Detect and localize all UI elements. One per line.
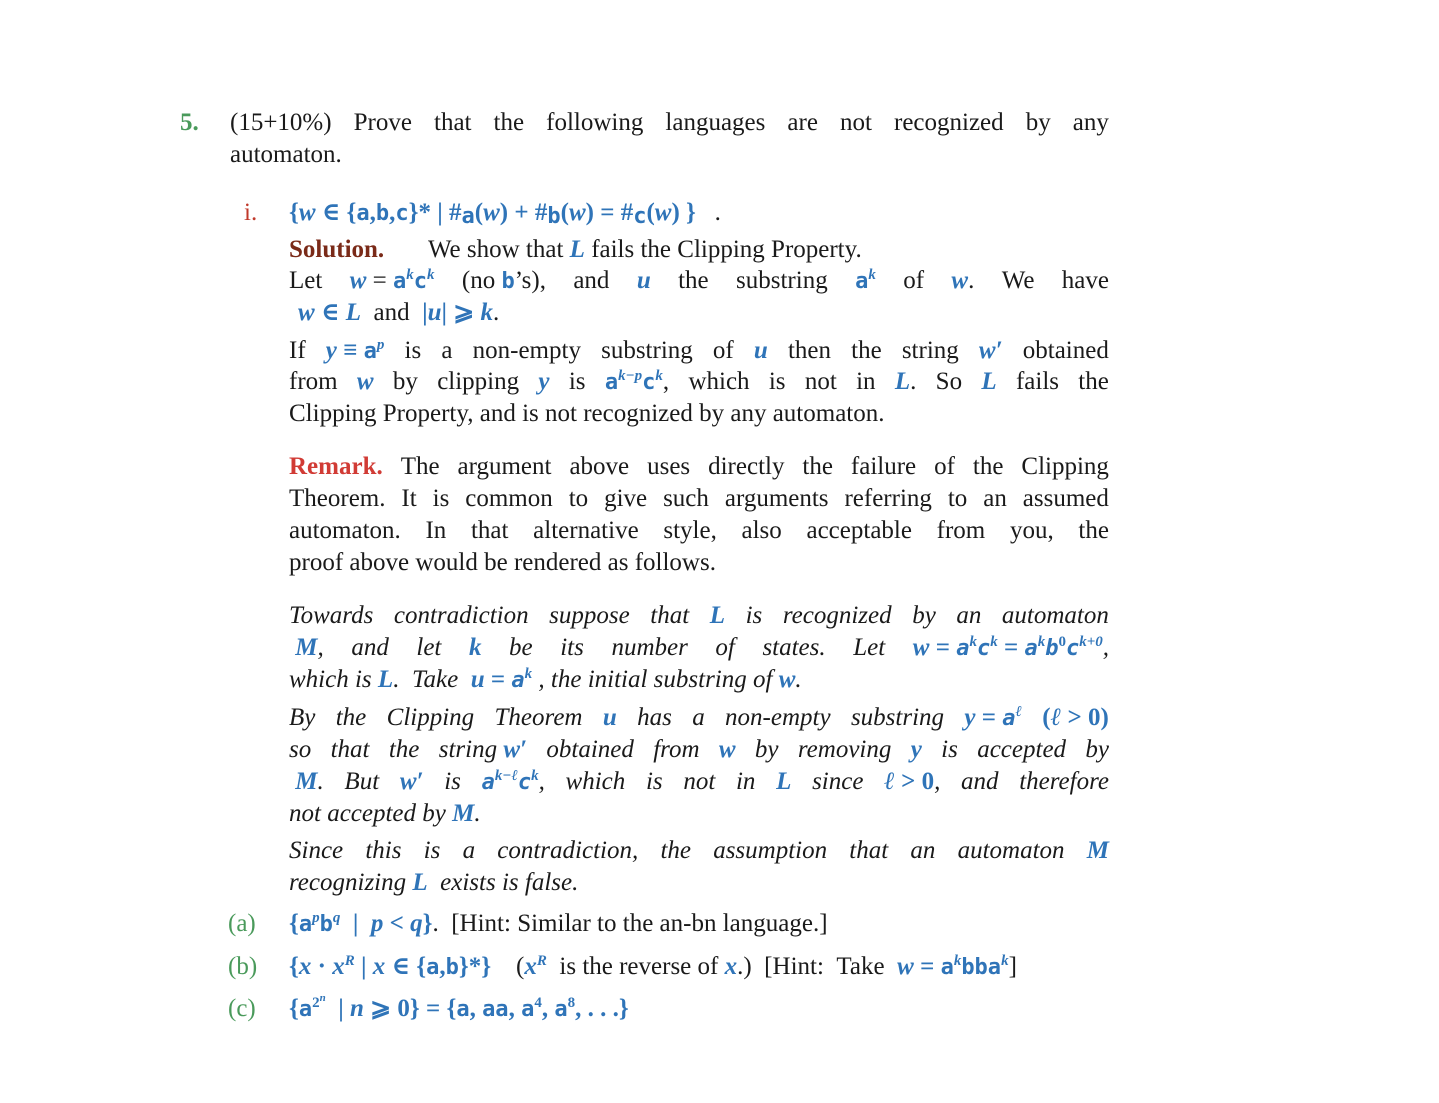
remark-label: Remark. <box>289 453 383 480</box>
solution-line-5: from w by clipping y is $a^{k-p}c^k$, which is not in L. So L fails the <box>289 368 1109 395</box>
remark-line-3: automaton. In that alternative style, also acceptable from you, the <box>289 517 1109 544</box>
problem-statement-line2: automaton. <box>230 141 342 168</box>
alt-proof-line-8: Since this is a contradiction, the assumption that an automaton M <box>289 837 1109 864</box>
remark-line-1: Remark. The argument above uses directly the failure of the Clipping <box>289 453 1109 480</box>
part-b-label: (b) <box>228 953 258 980</box>
part-i-language: {w ∈ {a,b,c}* | $\#_a(w)$ + $\#_b(w)$ = $\#_c(w)$ } . <box>289 199 721 229</box>
alt-proof-line-5: so that the string w′ obtained from w by removing y is accepted by <box>289 736 1109 763</box>
part-c-label: (c) <box>228 995 256 1022</box>
alt-proof-line-1: Towards contradiction suppose that L is recognized by an automaton <box>289 602 1109 629</box>
part-c-language: {$a^{2^n}$ | n ⩾ 0} = {a, aa, $a^4$, $a^8$, . . .} <box>289 992 629 1022</box>
alt-proof-line-9: recognizing L exists is false. <box>289 869 579 896</box>
solution-line-2: Let $w = a^kc^k$ (no b’s), and u the substring $a^k$ of w. We have <box>289 267 1109 294</box>
alt-proof-line-7: not accepted by M. <box>289 800 481 827</box>
problem-statement-line1: (15+10%) Prove that the following languages are not recognized by any <box>230 109 1109 136</box>
solution-line-6: Clipping Property, and is not recognized by any automaton. <box>289 400 885 427</box>
problem-weight: (15+10%) <box>230 109 332 136</box>
part-a-hint: [Hint: Similar to the an-bn language.] <box>451 910 828 937</box>
part-b-language: {$x \cdot x^R$ | x ∈ {a,b}*} ($x^R$ is the reverse of x.) [Hint: Take $w = a^kbba^k$] <box>289 953 1017 980</box>
solution-label: Solution. <box>289 236 385 263</box>
solution-line-4: If $y \equiv a^p$ is a non-empty substring of u then the string w′ obtained <box>289 337 1109 364</box>
part-i-label: i. <box>244 199 258 226</box>
remark-line-4: proof above would be rendered as follows. <box>289 549 716 576</box>
alt-proof-line-2: M, and let k be its number of states. Let $w = a^kc^k = a^kb^0c^{k+0}$, <box>295 634 1109 661</box>
solution-line: Solution. We show that L fails the Clipping Property. <box>289 236 862 263</box>
alt-proof-line-4: By the Clipping Theorem u has a non-empty substring $y = a^\ell$ (ℓ > 0) <box>289 704 1109 731</box>
problem-number: 5. <box>180 109 199 136</box>
part-a-language: {$a^pb^q$ | p < q}. [Hint: Similar to the an-bn language.] <box>289 910 828 937</box>
alt-proof-line-6: M. But w′ is $a^{k-\ell}c^k$, which is not in L since ℓ > 0, and therefore <box>295 768 1109 795</box>
remark-line-2: Theorem. It is common to give such arguments referring to an assumed <box>289 485 1109 512</box>
part-a-label: (a) <box>228 910 256 937</box>
alt-proof-line-3: which is L. Take $u = a^k$ , the initial substring of w. <box>289 666 802 693</box>
solution-line-3: w ∈ L and |u| ⩾ k. <box>298 299 500 326</box>
